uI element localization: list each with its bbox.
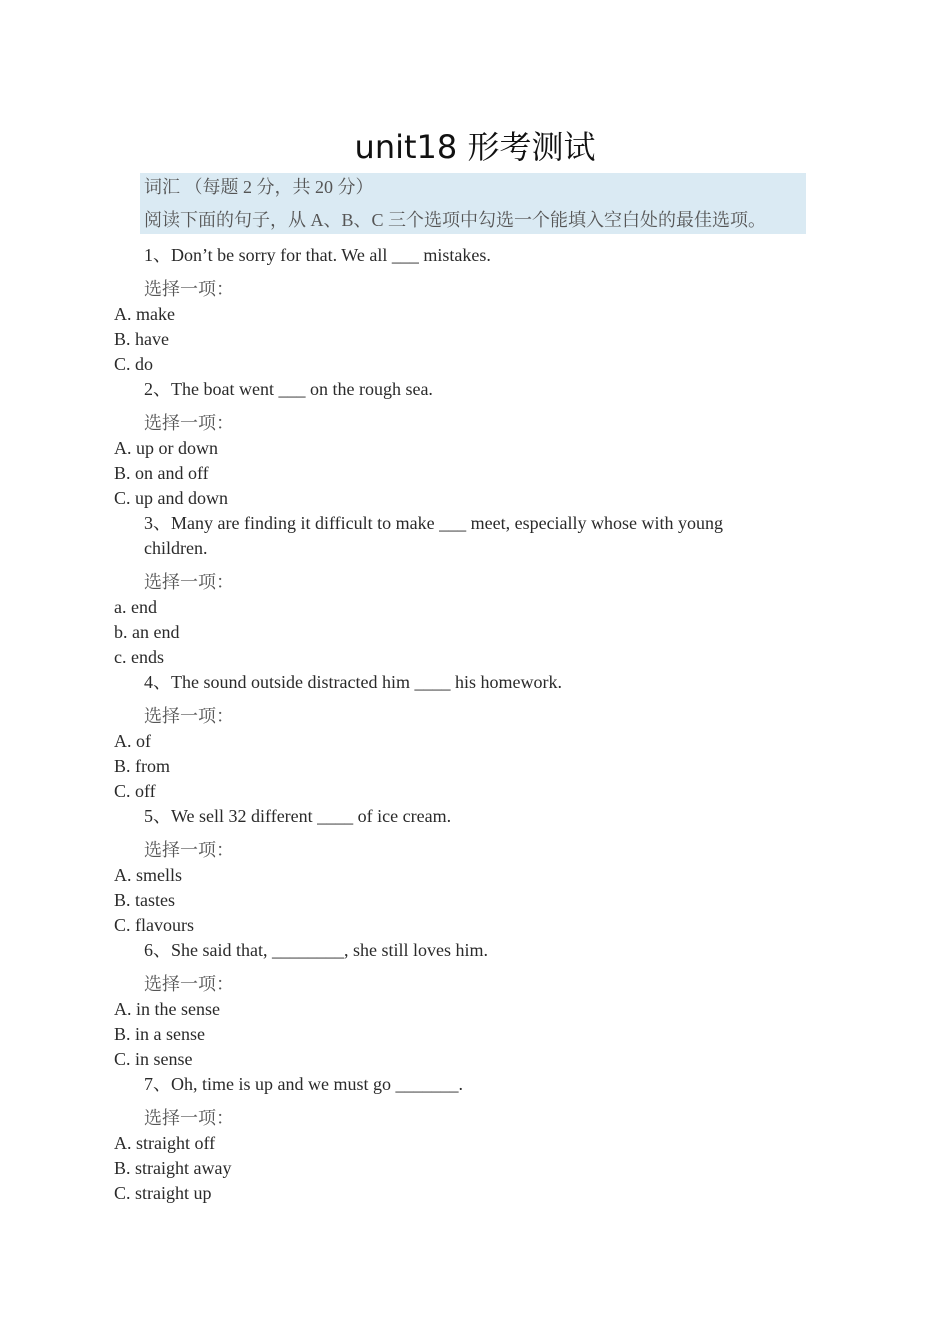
choose-prompt: 选择一项：: [144, 706, 234, 726]
question-7: [0, 1072, 950, 1206]
option-a[interactable]: A. in the sense: [114, 999, 220, 1019]
question-text: 3、Many are finding it difficult to make ___ meet, especially whose with young children.: [144, 513, 724, 558]
question-1: [0, 243, 950, 377]
question-text: 1、Don’t be sorry for that. We all ___ mistakes.: [144, 245, 491, 265]
option-c[interactable]: C. straight up: [114, 1183, 212, 1203]
question-text: 4、The sound outside distracted him ____ his homework.: [144, 672, 562, 692]
option-c[interactable]: C. off: [114, 781, 156, 801]
question-6: [0, 938, 950, 1072]
option-a[interactable]: A. smells: [114, 865, 183, 885]
option-a[interactable]: A. of: [114, 731, 151, 751]
option-c[interactable]: c. ends: [114, 647, 164, 667]
option-b[interactable]: b. an end: [114, 622, 180, 642]
question-5: [0, 804, 950, 938]
option-a[interactable]: A. up or down: [114, 438, 218, 458]
option-c[interactable]: C. flavours: [114, 915, 194, 935]
option-list: [0, 436, 950, 511]
question-text: 7、Oh, time is up and we must go _______.: [144, 1074, 463, 1094]
option-b[interactable]: B. from: [114, 756, 170, 776]
question-text: 2、The boat went ___ on the rough sea.: [144, 379, 433, 399]
question-list: [0, 243, 950, 1206]
option-a[interactable]: A. make: [114, 304, 175, 324]
question-3: [0, 511, 950, 670]
question-4: [0, 670, 950, 804]
choose-prompt: 选择一项：: [144, 840, 234, 860]
choose-prompt: 选择一项：: [144, 1108, 234, 1128]
question-text: 6、She said that, ________, she still loves him.: [144, 940, 488, 960]
choose-prompt: 选择一项：: [144, 572, 234, 592]
question-2: [0, 377, 950, 511]
option-list: [0, 863, 950, 938]
choose-prompt: 选择一项：: [144, 279, 234, 299]
question-text: 5、We sell 32 different ____ of ice cream.: [144, 806, 452, 826]
option-list: [0, 1131, 950, 1206]
option-b[interactable]: B. straight away: [114, 1158, 232, 1178]
option-b[interactable]: B. on and off: [114, 463, 209, 483]
section-instruction: 阅读下面的句子，从 A、B、C 三个选项中勾选一个能填入空白处的最佳选项。: [144, 210, 767, 230]
option-list: [0, 302, 950, 377]
option-c[interactable]: C. do: [114, 354, 154, 374]
section-header: [140, 173, 806, 234]
page-title: unit18 形考测试: [354, 128, 596, 166]
option-c[interactable]: C. up and down: [114, 488, 228, 508]
section-heading: 词汇 （每题 2 分，共 20 分）: [144, 177, 374, 197]
option-b[interactable]: B. have: [114, 329, 169, 349]
choose-prompt: 选择一项：: [144, 413, 234, 433]
option-a[interactable]: A. straight off: [114, 1133, 216, 1153]
option-list: [0, 729, 950, 804]
option-list: [0, 595, 950, 670]
option-list: [0, 997, 950, 1072]
option-b[interactable]: B. tastes: [114, 890, 175, 910]
option-c[interactable]: C. in sense: [114, 1049, 193, 1069]
choose-prompt: 选择一项：: [144, 974, 234, 994]
option-a[interactable]: a. end: [114, 597, 157, 617]
option-b[interactable]: B. in a sense: [114, 1024, 205, 1044]
